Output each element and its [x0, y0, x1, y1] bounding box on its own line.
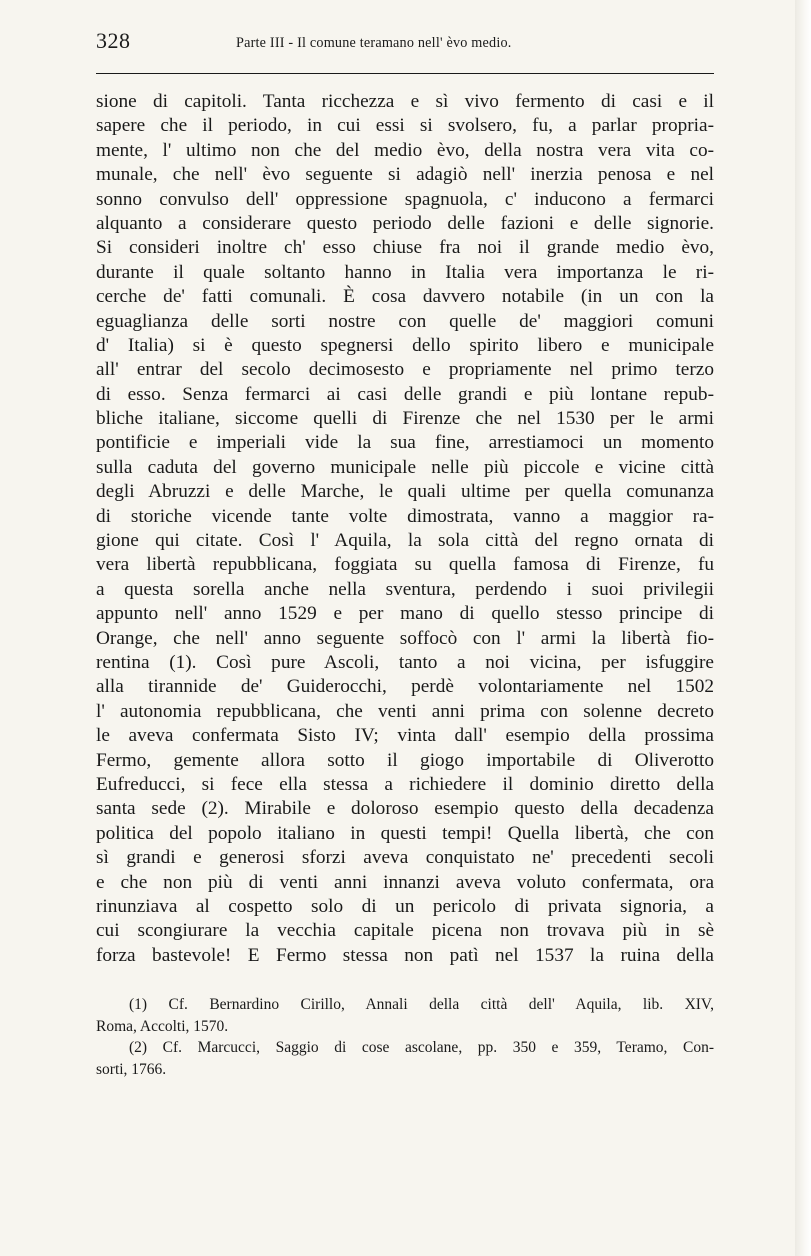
footnote-1-line-1: (1) Cf. Bernardino Cirillo, Annali della città dell' Aquila, lib. XIV, — [129, 996, 714, 1013]
footnote-2-line-2: sorti, 1766. — [96, 1060, 167, 1078]
text-line: gione qui citate. Così l' Aquila, la sola città del regno ornata di — [96, 530, 714, 552]
text-line: Orange, che nell' anno seguente soffocò con l' armi la libertà fio- — [96, 627, 714, 649]
text-line: Fermo, gemente allora sotto il giogo importabile di Oliverotto — [96, 749, 714, 771]
text-line: le aveva confermata Sisto IV; vinta dall' esempio della prossima — [96, 725, 714, 747]
text-line: forza bastevole! E Fermo stessa non patì nel 1537 la ruina della — [96, 944, 714, 966]
text-line: e che non più di venti anni innanzi aveva voluto confermata, ora — [96, 871, 714, 893]
text-line: mente, l' ultimo non che del medio èvo, della nostra vera vita co- — [96, 139, 714, 161]
text-line: sonno convulso dell' oppressione spagnuola, c' inducono a fermarci — [96, 188, 714, 210]
text-line: Si consideri inoltre ch' esso chiuse fra noi il grande medio èvo, — [96, 237, 714, 259]
running-head-title: Parte III - Il comune teramano nell' èvo medio. — [236, 35, 512, 51]
text-line: sapere che il periodo, in cui essi si svolsero, fu, a parlar propria- — [96, 115, 714, 137]
running-head — [96, 28, 714, 72]
text-line: eguaglianza delle sorti nostre con quelle de' maggiori comuni — [96, 310, 714, 332]
text-line: all' entrar del secolo decimosesto e propriamente nel primo terzo — [96, 359, 714, 381]
footnote-2-line-1: (2) Cf. Marcucci, Saggio di cose ascolane, pp. 350 e 359, Teramo, Con- — [129, 1039, 714, 1056]
text-line: di esso. Senza fermarci ai casi delle grandi e più lontane repub- — [96, 383, 714, 405]
text-line: durante il quale soltanto hanno in Italia vera importanza le ri- — [96, 261, 714, 283]
text-line: cerche de' fatti comunali. È cosa davvero notabile (in un con la — [96, 286, 714, 308]
page-number: 328 — [96, 28, 131, 53]
text-line: alla tirannide de' Guiderocchi, perdè volontariamente nel 1502 — [96, 676, 714, 698]
text-line: sulla caduta del governo municipale nelle più piccole e vicine città — [96, 456, 714, 478]
text-line: vera libertà repubblicana, foggiata su quella famosa di Firenze, fu — [96, 554, 714, 576]
text-line: santa sede (2). Mirabile e doloroso esempio questo della decadenza — [96, 798, 714, 820]
text-line: di storiche vicende tante volte dimostrata, vanno a maggior ra- — [96, 505, 714, 527]
text-line: appunto nell' anno 1529 e per mano di quello stesso principe di — [96, 603, 714, 625]
text-line: alquanto a considerare questo periodo delle fazioni e delle signorie. — [96, 212, 714, 234]
text-line: a questa sorella anche nella sventura, perdendo i suoi privilegii — [96, 578, 714, 600]
text-line: l' autonomia repubblicana, che venti anni prima con solenne decreto — [96, 700, 714, 722]
text-line: pontificie e imperiali vide la sua fine, arrestiamoci un momento — [96, 432, 714, 454]
text-line: sione di capitoli. Tanta ricchezza e sì vivo fermento di casi e il — [96, 91, 714, 112]
text-line: rinunziava al cospetto solo di un pericolo di privata signoria, a — [96, 895, 714, 917]
page-edge-shadow — [795, 0, 811, 1256]
text-line: cui scongiurare la vecchia capitale picena non trovava più in sè — [96, 920, 714, 942]
text-line: munale, che nell' èvo seguente si adagiò nell' inerzia penosa e nel — [96, 164, 714, 186]
text-line: sì grandi e generosi sforzi aveva conquistato ne' precedenti secoli — [96, 847, 714, 869]
footnotes — [96, 994, 714, 1080]
body-text — [96, 90, 714, 968]
text-line: politica del popolo italiano in questi tempi! Quella libertà, che con — [96, 822, 714, 844]
text-line: bliche italiane, siccome quelli di Firenze che nel 1530 per le armi — [96, 408, 714, 430]
header-rule — [96, 73, 714, 74]
text-line: degli Abruzzi e delle Marche, le quali ultime per quella comunanza — [96, 481, 714, 503]
footnote-1-line-2: Roma, Accolti, 1570. — [96, 1017, 229, 1035]
text-line: Eufreducci, si fece ella stessa a richiedere il dominio diretto della — [96, 773, 714, 795]
text-line: rentina (1). Così pure Ascoli, tanto a noi vicina, per isfuggire — [96, 651, 714, 673]
text-line: d' Italia) si è questo spegnersi dello spirito libero e municipale — [96, 334, 714, 356]
